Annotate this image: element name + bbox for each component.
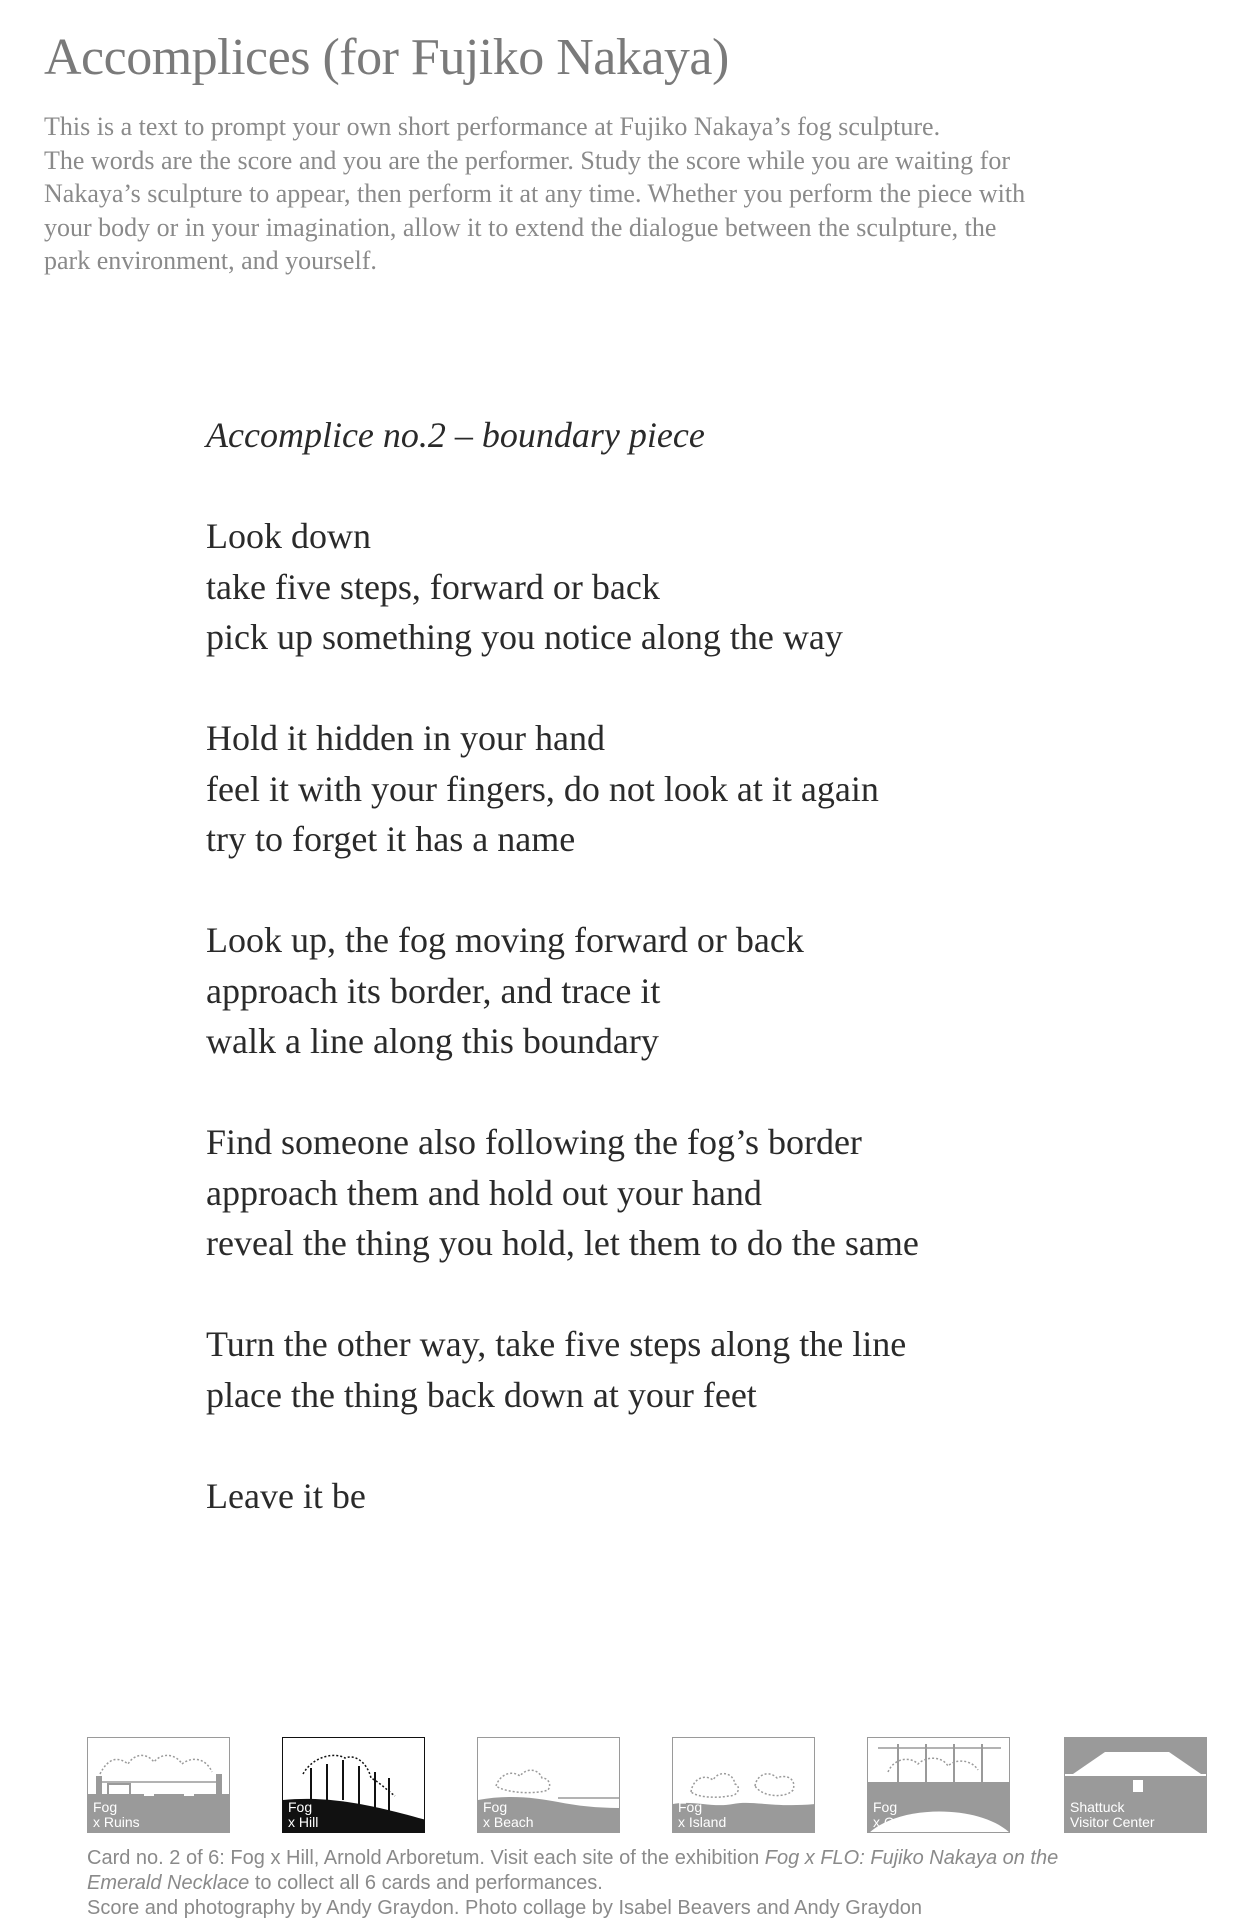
poem-line: take five steps, forward or back — [206, 566, 660, 607]
card-label-line: Fog — [873, 1799, 898, 1815]
card-label-line: Fog — [288, 1799, 313, 1815]
stanza — [206, 915, 1206, 1067]
card-fog-x-beach — [477, 1737, 620, 1833]
poem-line: approach them and hold out your hand — [206, 1172, 762, 1213]
intro-line: The words are the score and you are the performer. Study the score while you are waiting for — [44, 145, 1010, 175]
poem-line: Leave it be — [206, 1475, 366, 1516]
stanza — [206, 1471, 1206, 1522]
stanza — [206, 511, 1206, 663]
card-label-line: Visitor Center — [1070, 1814, 1155, 1830]
card-caption — [87, 1846, 1237, 1921]
card-fog-x-hill — [282, 1737, 425, 1833]
card-fog-x-ruins — [87, 1737, 230, 1833]
exhibition-title: Emerald Necklace — [87, 1872, 250, 1894]
caption-text: to collect all 6 cards and performances. — [249, 1872, 603, 1894]
card-label-line: Fog — [483, 1799, 508, 1815]
card-label-line: Fog — [678, 1799, 703, 1815]
poem-line: Look up, the fog moving forward or back — [206, 920, 804, 960]
card-shattuck-visitor-center — [1064, 1737, 1207, 1833]
card-label-line: Shattuck — [1070, 1799, 1125, 1815]
stanza — [206, 1319, 1206, 1420]
card-label — [288, 1800, 318, 1830]
poem-line: feel it with your fingers, do not look at it again — [206, 768, 879, 809]
card-label-line: Fog — [93, 1799, 118, 1815]
card-fog-x-island — [672, 1737, 815, 1833]
caption-line — [87, 1871, 1237, 1896]
caption-line — [87, 1846, 1237, 1871]
poem-line: Find someone also following the fog’s border — [206, 1122, 862, 1162]
card-fog-x-canopy — [867, 1737, 1010, 1833]
card-label-line: x Canopy — [873, 1814, 933, 1830]
card-strip — [87, 1737, 1207, 1833]
card-label-line: x Beach — [483, 1814, 534, 1830]
intro-line: This is a text to prompt your own short performance at Fujiko Nakaya’s fog sculpture. — [44, 112, 941, 141]
stanza — [206, 1117, 1206, 1269]
poem-line: place the thing back down at your feet — [206, 1374, 757, 1415]
poem-line: reveal the thing you hold, let them to do the same — [206, 1223, 919, 1263]
card-label-line: x Island — [678, 1814, 727, 1830]
card-label — [483, 1800, 534, 1830]
poem-line: try to forget it has a name — [206, 819, 576, 859]
poem-title: Accomplice no.2 – boundary piece — [206, 415, 705, 455]
poem-line: Hold it hidden in your hand — [206, 718, 605, 758]
card-label — [93, 1800, 140, 1830]
card-label — [678, 1800, 726, 1830]
card-label — [873, 1800, 932, 1830]
credits-line: Score and photography by Andy Graydon. Photo collage by Isabel Beavers and Andy Graydon — [87, 1897, 922, 1919]
card-label-line: x Hill — [288, 1814, 319, 1830]
poem-score — [206, 410, 1206, 1572]
poem-line: walk a line along this boundary — [206, 1021, 659, 1061]
poem-line: approach its border, and trace it — [206, 970, 661, 1011]
card-label — [1070, 1800, 1155, 1830]
stanza — [206, 713, 1206, 865]
page-title: Accomplices (for Fujiko Nakaya) — [44, 29, 729, 86]
card-label-line: x Ruins — [93, 1814, 140, 1830]
caption-text: Card no. 2 of 6: Fog x Hill, Arnold Arboretum. Visit each site of the exhibition — [87, 1847, 765, 1869]
poem-line: Turn the other way, take five steps along the line — [206, 1324, 907, 1364]
intro-line: Nakaya’s sculpture to appear, then perform it at any time. Whether you perform the piece with — [44, 179, 1026, 208]
poem-line: Look down — [206, 516, 371, 556]
exhibition-title: Fog x FLO: Fujiko Nakaya on the — [764, 1847, 1059, 1869]
intro-line: park environment, and yourself. — [44, 246, 377, 275]
poem-line: pick up something you notice along the way — [206, 617, 843, 657]
intro-paragraph — [44, 110, 1234, 278]
intro-line: your body or in your imagination, allow it to extend the dialogue between the sculpture, the — [44, 212, 997, 242]
